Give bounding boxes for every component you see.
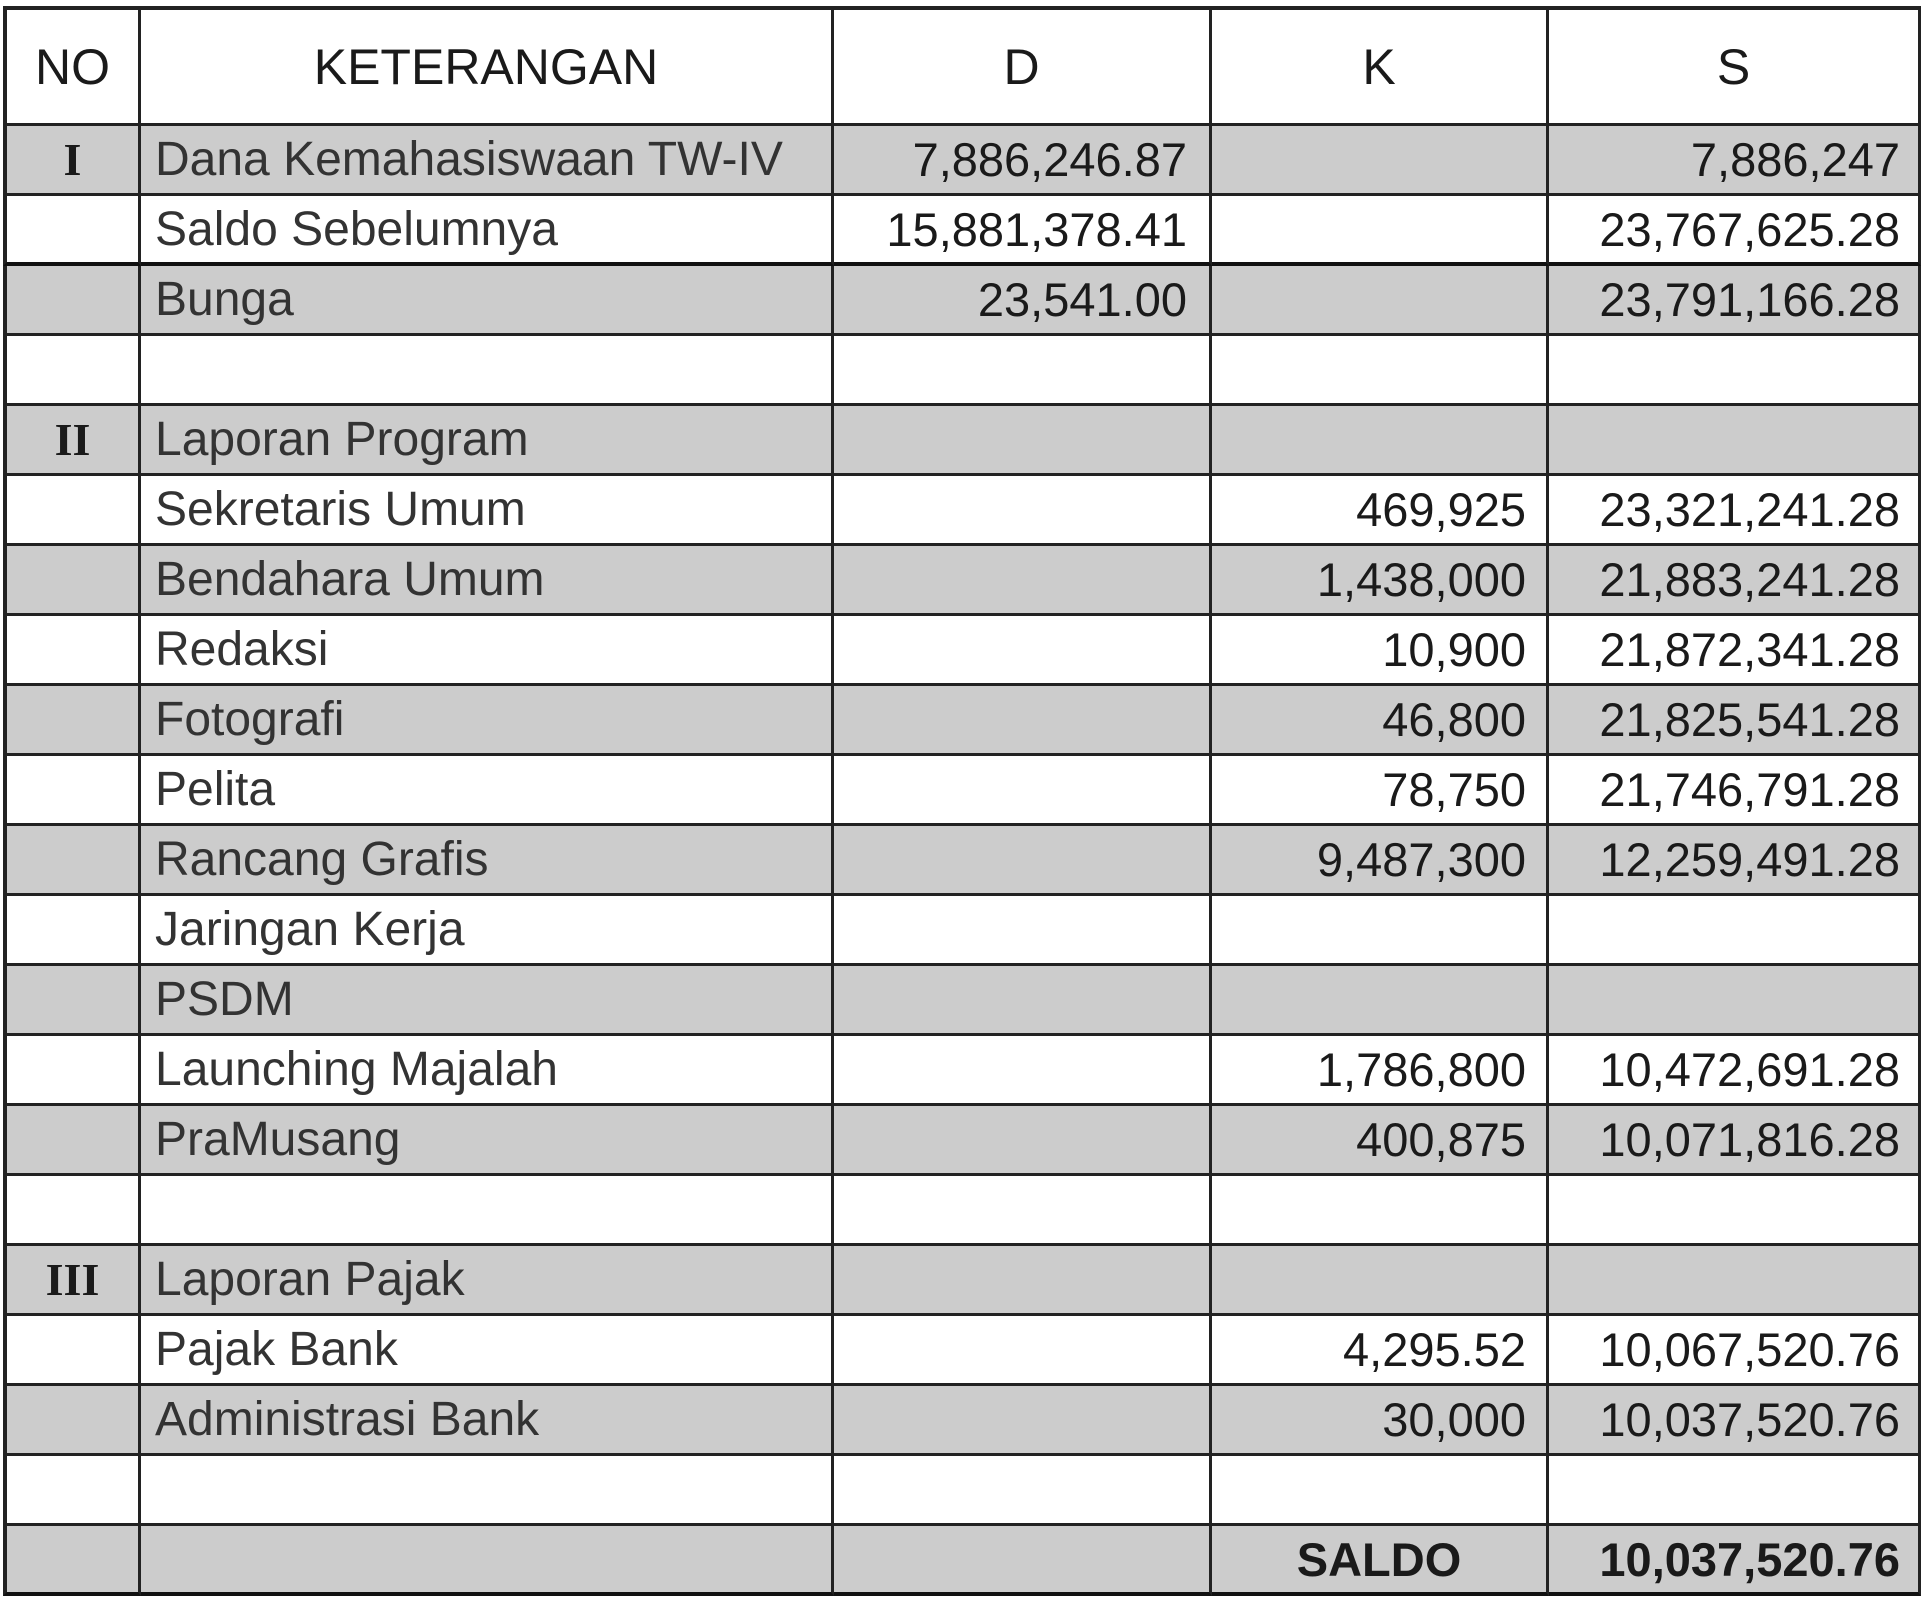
row-saldo (1549, 1246, 1921, 1316)
row-no (3, 826, 141, 896)
row-no: I (3, 126, 141, 196)
row-kredit (1212, 1456, 1549, 1526)
row-kredit: 400,875 (1212, 1106, 1549, 1176)
table-row (3, 1246, 1921, 1316)
table-row (3, 476, 1921, 546)
table-row (3, 546, 1921, 616)
row-saldo: 23,767,625.28 (1549, 196, 1921, 266)
ledger-table (3, 6, 1921, 1608)
table-row (3, 336, 1921, 406)
row-keterangan: PSDM (141, 966, 834, 1036)
row-debit (834, 1036, 1212, 1106)
row-saldo: 10,067,520.76 (1549, 1316, 1921, 1386)
saldo-label: SALDO (1212, 1526, 1549, 1596)
table-row (3, 1386, 1921, 1456)
table-row (3, 1176, 1921, 1246)
row-debit (834, 826, 1212, 896)
row-saldo (1549, 336, 1921, 406)
row-keterangan: Administrasi Bank (141, 1386, 834, 1456)
row-keterangan: Laporan Program (141, 406, 834, 476)
row-kredit: 78,750 (1212, 756, 1549, 826)
row-kredit: 9,487,300 (1212, 826, 1549, 896)
row-keterangan (141, 1456, 834, 1526)
row-debit (834, 336, 1212, 406)
row-kredit: 30,000 (1212, 1386, 1549, 1456)
row-saldo: 23,321,241.28 (1549, 476, 1921, 546)
header-keterangan: KETERANGAN (141, 6, 834, 126)
row-debit (834, 406, 1212, 476)
row-keterangan: Pajak Bank (141, 1316, 834, 1386)
row-kredit (1212, 1246, 1549, 1316)
row-no (3, 1106, 141, 1176)
row-kredit: 10,900 (1212, 616, 1549, 686)
header-debit: D (834, 6, 1212, 126)
row-no (3, 1036, 141, 1106)
row-kredit (1212, 896, 1549, 966)
row-saldo: 21,746,791.28 (1549, 756, 1921, 826)
row-keterangan: PraMusang (141, 1106, 834, 1176)
row-kredit: 1,786,800 (1212, 1036, 1549, 1106)
header-saldo: S (1549, 6, 1921, 126)
row-saldo: 10,071,816.28 (1549, 1106, 1921, 1176)
row-saldo (1549, 1176, 1921, 1246)
row-debit: 23,541.00 (834, 266, 1212, 336)
row-no (3, 756, 141, 826)
table-row (3, 826, 1921, 896)
row-keterangan (141, 336, 834, 406)
row-saldo: 12,259,491.28 (1549, 826, 1921, 896)
row-no (3, 1176, 141, 1246)
row-no (3, 266, 141, 336)
row-debit (834, 476, 1212, 546)
row-saldo: 21,883,241.28 (1549, 546, 1921, 616)
table-row (3, 896, 1921, 966)
row-keterangan: Launching Majalah (141, 1036, 834, 1106)
table-row (3, 686, 1921, 756)
table-row (3, 1456, 1921, 1526)
row-debit (834, 1456, 1212, 1526)
row-debit (834, 616, 1212, 686)
row-debit (834, 896, 1212, 966)
row-saldo (1549, 896, 1921, 966)
row-keterangan: Redaksi (141, 616, 834, 686)
row-no (3, 1456, 141, 1526)
table-row (3, 196, 1921, 266)
row-debit (834, 1526, 1212, 1596)
row-no: II (3, 406, 141, 476)
row-debit: 15,881,378.41 (834, 196, 1212, 266)
row-keterangan: Rancang Grafis (141, 826, 834, 896)
row-saldo: 21,872,341.28 (1549, 616, 1921, 686)
table-row (3, 756, 1921, 826)
row-debit (834, 756, 1212, 826)
row-debit (834, 1176, 1212, 1246)
row-kredit: 1,438,000 (1212, 546, 1549, 616)
table-header-row (3, 6, 1921, 126)
table-row (3, 406, 1921, 476)
row-saldo (1549, 406, 1921, 476)
row-kredit (1212, 406, 1549, 476)
row-keterangan: Sekretaris Umum (141, 476, 834, 546)
row-saldo: 21,825,541.28 (1549, 686, 1921, 756)
table-row (3, 1036, 1921, 1106)
row-kredit (1212, 126, 1549, 196)
row-no (3, 616, 141, 686)
row-debit (834, 1316, 1212, 1386)
row-keterangan: Bendahara Umum (141, 546, 834, 616)
saldo-total: 10,037,520.76 (1549, 1526, 1921, 1596)
row-kredit (1212, 966, 1549, 1036)
row-keterangan: Pelita (141, 756, 834, 826)
row-no (3, 1526, 141, 1596)
row-keterangan (141, 1176, 834, 1246)
row-debit (834, 966, 1212, 1036)
row-debit (834, 1106, 1212, 1176)
row-debit (834, 546, 1212, 616)
table-row (3, 616, 1921, 686)
row-no (3, 476, 141, 546)
row-no (3, 896, 141, 966)
row-no: III (3, 1246, 141, 1316)
table-row (3, 1316, 1921, 1386)
row-saldo: 10,472,691.28 (1549, 1036, 1921, 1106)
table-row (3, 1106, 1921, 1176)
row-no (3, 686, 141, 756)
row-no (3, 966, 141, 1036)
row-debit (834, 686, 1212, 756)
row-kredit (1212, 196, 1549, 266)
row-saldo: 23,791,166.28 (1549, 266, 1921, 336)
row-saldo: 10,037,520.76 (1549, 1386, 1921, 1456)
header-kredit: K (1212, 6, 1549, 126)
row-kredit: 46,800 (1212, 686, 1549, 756)
row-kredit (1212, 266, 1549, 336)
row-keterangan: Fotografi (141, 686, 834, 756)
row-keterangan: Dana Kemahasiswaan TW-IV (141, 126, 834, 196)
row-kredit (1212, 336, 1549, 406)
header-no: NO (3, 6, 141, 126)
row-keterangan: Laporan Pajak (141, 1246, 834, 1316)
row-no (3, 1386, 141, 1456)
row-no (3, 546, 141, 616)
row-kredit (1212, 1176, 1549, 1246)
row-saldo (1549, 1456, 1921, 1526)
row-keterangan (141, 1526, 834, 1596)
row-keterangan: Bunga (141, 266, 834, 336)
row-no (3, 196, 141, 266)
row-keterangan: Saldo Sebelumnya (141, 196, 834, 266)
row-kredit: 4,295.52 (1212, 1316, 1549, 1386)
row-debit (834, 1246, 1212, 1316)
row-debit (834, 1386, 1212, 1456)
table-row (3, 266, 1921, 336)
row-no (3, 336, 141, 406)
table-row (3, 126, 1921, 196)
row-kredit: 469,925 (1212, 476, 1549, 546)
total-row (3, 1526, 1921, 1596)
row-saldo (1549, 966, 1921, 1036)
row-saldo: 7,886,247 (1549, 126, 1921, 196)
row-keterangan: Jaringan Kerja (141, 896, 834, 966)
row-no (3, 1316, 141, 1386)
row-debit: 7,886,246.87 (834, 126, 1212, 196)
table-row (3, 966, 1921, 1036)
